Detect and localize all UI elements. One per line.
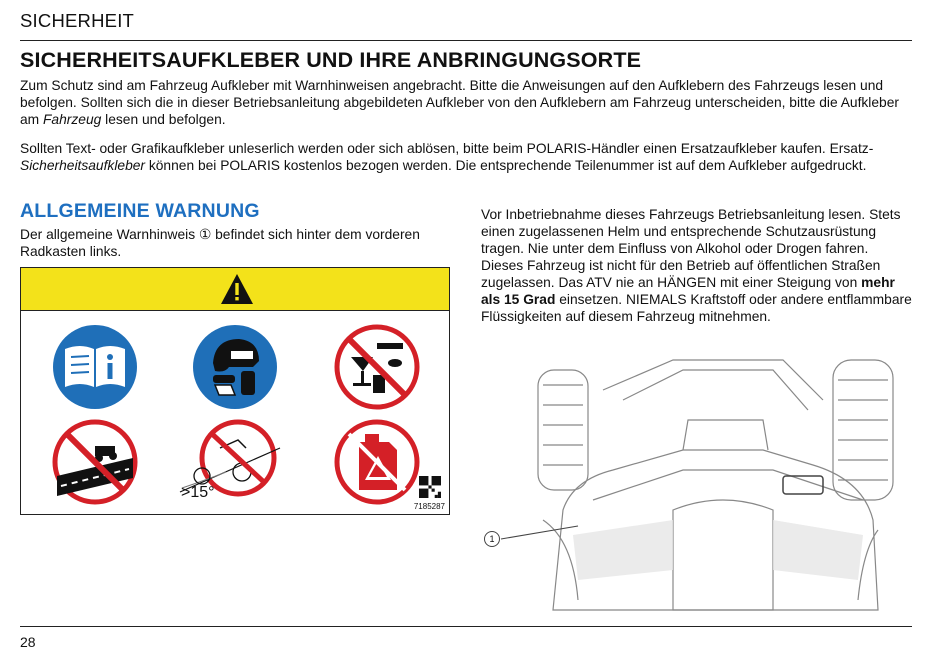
general-warning-text: Der allgemeine Warnhinweis ① befindet sich hinter dem vorderen Radkasten links.	[20, 227, 420, 259]
warning-triangle-icon	[219, 272, 255, 306]
warning-decal-text: Vor Inbetriebnahme dieses Fahrzeugs Betriebsanleitung lesen. Stets einen zugelassenen Helm und entsprechende Schutzausrüstung tragen. Nie unter dem Einfluss von Alkohol oder Drogen fahren. Dieses Fahrzeug ist nicht für den Betrieb auf öffentlichen Straßen zugelassen. Das ATV nie an HÄNGEN mit einer Steigung von mehr als 15 Grad einsetzen. NIEMALS Kraftstoff oder andere entflammbare Flüssigkeiten auf diesem Fahrzeug mitnehmen.	[481, 207, 912, 324]
section-header: SICHERHEIT	[20, 10, 135, 31]
general-warning-decal	[20, 267, 450, 515]
read-manual-icon	[51, 323, 139, 411]
no-alcohol-drugs-icon	[333, 323, 421, 411]
page-number: 28	[20, 634, 36, 650]
decal-warning-band	[21, 268, 449, 311]
replacement-paragraph: Sollten Text- oder Grafikaufkleber unleserlich werden oder sich ablösen, bitte beim POLARIS-Händler einen Ersatzaufkleber kaufen. Ersatz-Sicherheitsaufkleber können bei POLARIS kostenlos bezogen werden. Die entsprechende Teilenummer ist auf dem Aufkleber aufgedruckt.	[20, 141, 874, 173]
page-title: SICHERHEITSAUFKLEBER UND IHRE ANBRINGUNGSORTE	[20, 48, 642, 72]
atv-location-illustration	[483, 340, 913, 620]
no-fuel-carrying-icon	[333, 418, 421, 506]
qr-code-icon	[419, 476, 441, 498]
slope-angle-label: >15°	[181, 484, 215, 501]
intro-paragraph: Zum Schutz sind am Fahrzeug Aufkleber mit Warnhinweisen angebracht. Bitte die Anweisungen auf den Aufklebern des Fahrzeugs lesen und befolgen. Sollten sich die in dieser Betriebsanleitung abgebildeten Aufkleber von den Aufklebern am Fahrzeug unterscheiden, bitte die Aufkleber am Fahrzeug lesen und befolgen.	[20, 78, 899, 127]
header-divider	[20, 40, 912, 41]
decal-part-number: 7185287	[413, 502, 445, 511]
general-warning-heading: ALLGEMEINE WARNUNG	[20, 200, 260, 222]
wear-helmet-icon	[191, 323, 279, 411]
footer-divider	[20, 626, 912, 627]
callout-marker: 1	[484, 531, 500, 547]
no-public-roads-icon	[51, 418, 139, 506]
